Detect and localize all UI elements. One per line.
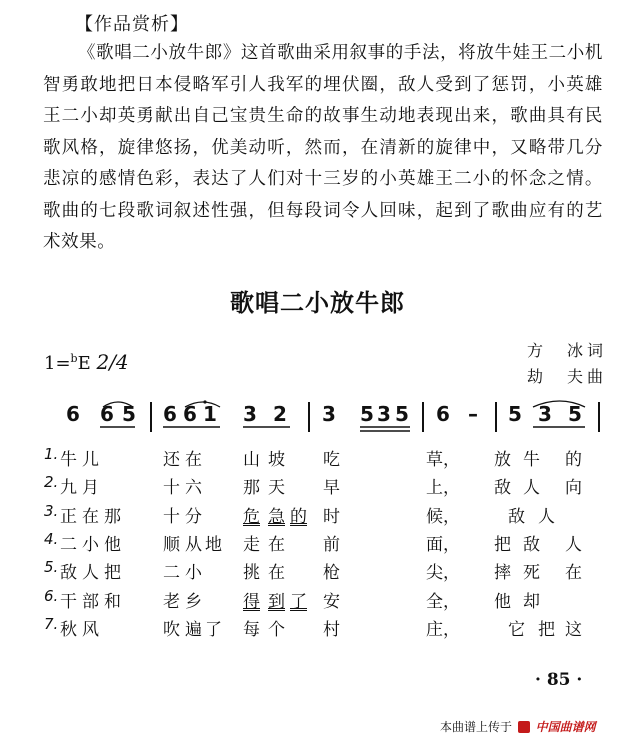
lyric-word: 时 bbox=[323, 506, 340, 527]
lyric-word: 把 bbox=[104, 563, 121, 584]
lyric-word: 个 bbox=[268, 619, 285, 640]
lyric-word: 安 bbox=[323, 591, 340, 612]
lyric-word: 吹 bbox=[163, 619, 180, 640]
lyric-word: 那 bbox=[243, 478, 260, 499]
section-heading: 【作品赏析】 bbox=[75, 14, 189, 35]
lyric-word: 急 bbox=[268, 506, 285, 527]
lyric-word: 死 bbox=[523, 563, 540, 584]
note: 1 bbox=[203, 402, 217, 426]
lyric-word: 人 bbox=[523, 478, 540, 499]
note: 6 bbox=[163, 402, 177, 426]
note: 5 bbox=[395, 402, 409, 426]
lyric-word: 山 bbox=[243, 450, 260, 470]
verse-number: 4. bbox=[44, 529, 59, 548]
key-flat: b bbox=[70, 352, 78, 365]
paragraph-text: 《歌唱二小放牛郎》这首歌曲采用叙事的手法，将放牛娃王二小机智勇敢地把日本侵略军引人我军的埋伏圈，敌人受到了惩罚，小英雄王二小却英勇献出自己宝贵生命的故事生动地表现出来，歌曲具有民歌风格，旋律悠扬，优美动听，然而，在清新的旋律中，又略带几分悲凉的感情色彩，表达了人们对十三岁的小英雄王二小的怀念之情。歌曲的七段歌词叙述性强，但每段词令人回味，起到了歌曲应有的艺术效果。 bbox=[43, 43, 603, 252]
verse-number: 7. bbox=[44, 614, 59, 633]
lyric-word: 候， bbox=[426, 506, 460, 527]
note: 6 bbox=[183, 402, 197, 426]
verse-number: 1. bbox=[44, 445, 59, 463]
lyric-word: 老 bbox=[163, 591, 180, 612]
lyric-word: 敌 bbox=[494, 478, 511, 499]
page-number: · 85 · bbox=[535, 670, 583, 690]
key-prefix: 1= bbox=[44, 353, 71, 374]
lyric-word: 却 bbox=[523, 591, 540, 612]
lyric-word: 庄， bbox=[426, 619, 460, 640]
time-signature: 2/4 bbox=[96, 350, 129, 374]
lyric-word: 向 bbox=[565, 478, 582, 499]
lyric-word: 敌 bbox=[523, 534, 540, 555]
lyric-word: 挑 bbox=[243, 563, 260, 584]
lyric-word: 每 bbox=[243, 619, 260, 640]
barline bbox=[422, 402, 424, 432]
barline bbox=[150, 402, 152, 432]
lyric-word: 儿 bbox=[82, 450, 99, 470]
footer bbox=[440, 718, 596, 735]
lyric-word: 和 bbox=[104, 591, 121, 612]
note: 5 bbox=[360, 402, 374, 426]
key-signature bbox=[44, 350, 129, 374]
note: 6 bbox=[66, 402, 80, 426]
lyric-word: 把 bbox=[538, 619, 555, 640]
lyric-word: 风 bbox=[82, 619, 99, 640]
key-note: E bbox=[77, 353, 91, 374]
lyric-word: 把 bbox=[494, 534, 511, 555]
lyric-word: 草， bbox=[426, 450, 460, 470]
note: 3 bbox=[243, 402, 257, 426]
barline bbox=[495, 402, 497, 432]
lyric-word: 人 bbox=[538, 506, 555, 527]
lyric-word: 那 bbox=[104, 506, 121, 527]
footer-brand: 中国曲谱网 bbox=[535, 720, 596, 734]
lyric-word: 牛 bbox=[60, 450, 77, 470]
lyric-word: 在 bbox=[268, 534, 285, 555]
lyric-word: 前 bbox=[323, 534, 340, 555]
lyric-word: 遍 bbox=[185, 619, 202, 640]
barline bbox=[308, 402, 310, 432]
lyric-word: 小 bbox=[82, 534, 99, 555]
lyric-word: 敌 bbox=[60, 563, 77, 584]
lyric-word: 秋 bbox=[60, 619, 77, 640]
lyric-word: 了 bbox=[290, 591, 307, 612]
lyric-word: 摔 bbox=[494, 563, 511, 584]
lyric-word: 它 bbox=[508, 619, 525, 640]
note: 2 bbox=[273, 402, 287, 426]
lyric-word: 九 bbox=[60, 478, 77, 499]
lyric-word: 吃 bbox=[323, 450, 340, 470]
lyric-word: 在 bbox=[185, 450, 202, 470]
lyric-word: 分 bbox=[185, 506, 202, 527]
verse-number: 5. bbox=[44, 558, 59, 577]
lyric-word: 十 bbox=[163, 478, 180, 499]
lyric-word: 村 bbox=[323, 619, 340, 640]
lyric-word: 在 bbox=[565, 563, 582, 584]
lyric-word: 顺 bbox=[163, 534, 180, 555]
lyric-word: 尖， bbox=[426, 563, 460, 584]
lyric-word: 还 bbox=[163, 450, 180, 470]
note: 3 bbox=[377, 402, 391, 426]
lyric-word: 干 bbox=[60, 591, 77, 612]
lyric-word: 从 bbox=[185, 534, 202, 555]
lyric-word: 乡 bbox=[185, 591, 202, 612]
lyric-word: 坡 bbox=[268, 450, 285, 470]
composer-credit: 劫 夫曲 bbox=[527, 367, 608, 386]
site-logo-icon bbox=[518, 721, 530, 733]
note: 5 bbox=[568, 402, 582, 426]
appreciation-paragraph bbox=[43, 38, 603, 259]
lyric-word: 他 bbox=[104, 534, 121, 555]
lyric-word: 全， bbox=[426, 591, 460, 612]
footer-text: 本曲谱上传于 bbox=[440, 720, 513, 734]
lyric-word: 的 bbox=[290, 506, 307, 527]
lyric-word: 二 bbox=[163, 563, 180, 584]
note: 6 bbox=[100, 402, 114, 426]
lyric-word: 枪 bbox=[323, 563, 340, 584]
lyric-word: 的 bbox=[565, 450, 582, 470]
barline bbox=[598, 402, 600, 432]
lyric-word: 小 bbox=[185, 563, 202, 584]
lyric-word: 放 bbox=[494, 450, 511, 470]
lyric-word: 在 bbox=[268, 563, 285, 584]
lyric-word: 走 bbox=[243, 534, 260, 555]
lyric-word: 他 bbox=[494, 591, 511, 612]
verse-number: 2. bbox=[44, 473, 59, 492]
lyric-word: 牛 bbox=[523, 450, 540, 470]
lyric-word: 人 bbox=[565, 534, 582, 555]
note: 5 bbox=[122, 402, 136, 426]
lyric-word: 得 bbox=[243, 591, 260, 612]
song-title: 歌唱二小放牛郎 bbox=[230, 289, 405, 317]
lyric-word: 了 bbox=[205, 619, 222, 640]
lyric-word: 二 bbox=[60, 534, 77, 555]
lyric-word: 六 bbox=[185, 478, 202, 499]
lyric-word: 月 bbox=[82, 478, 99, 499]
lyric-word: 天 bbox=[268, 478, 285, 499]
lyric-word: 危 bbox=[243, 506, 260, 527]
lyric-word: 在 bbox=[82, 506, 99, 527]
lyric-word: 正 bbox=[60, 506, 77, 527]
lyric-word: 敌 bbox=[508, 506, 525, 527]
lyric-word: 部 bbox=[82, 591, 99, 612]
note: 3 bbox=[538, 402, 552, 426]
verse-number: 3. bbox=[44, 501, 59, 520]
lyric-word: 早 bbox=[323, 478, 340, 499]
note: 5 bbox=[508, 402, 522, 426]
lyric-word: 这 bbox=[565, 619, 582, 640]
note: 6 bbox=[436, 402, 450, 426]
verse-number: 6. bbox=[44, 586, 59, 605]
lyric-word: 面， bbox=[426, 534, 460, 555]
note: 3 bbox=[322, 402, 336, 426]
lyric-word: 上， bbox=[426, 478, 460, 499]
lyricist-credit: 方 冰词 bbox=[527, 341, 608, 360]
note: – bbox=[468, 402, 478, 426]
lyric-word: 人 bbox=[82, 563, 99, 584]
lyric-word: 十 bbox=[163, 506, 180, 527]
lyric-word: 地 bbox=[205, 534, 222, 555]
lyric-word: 到 bbox=[268, 591, 285, 612]
